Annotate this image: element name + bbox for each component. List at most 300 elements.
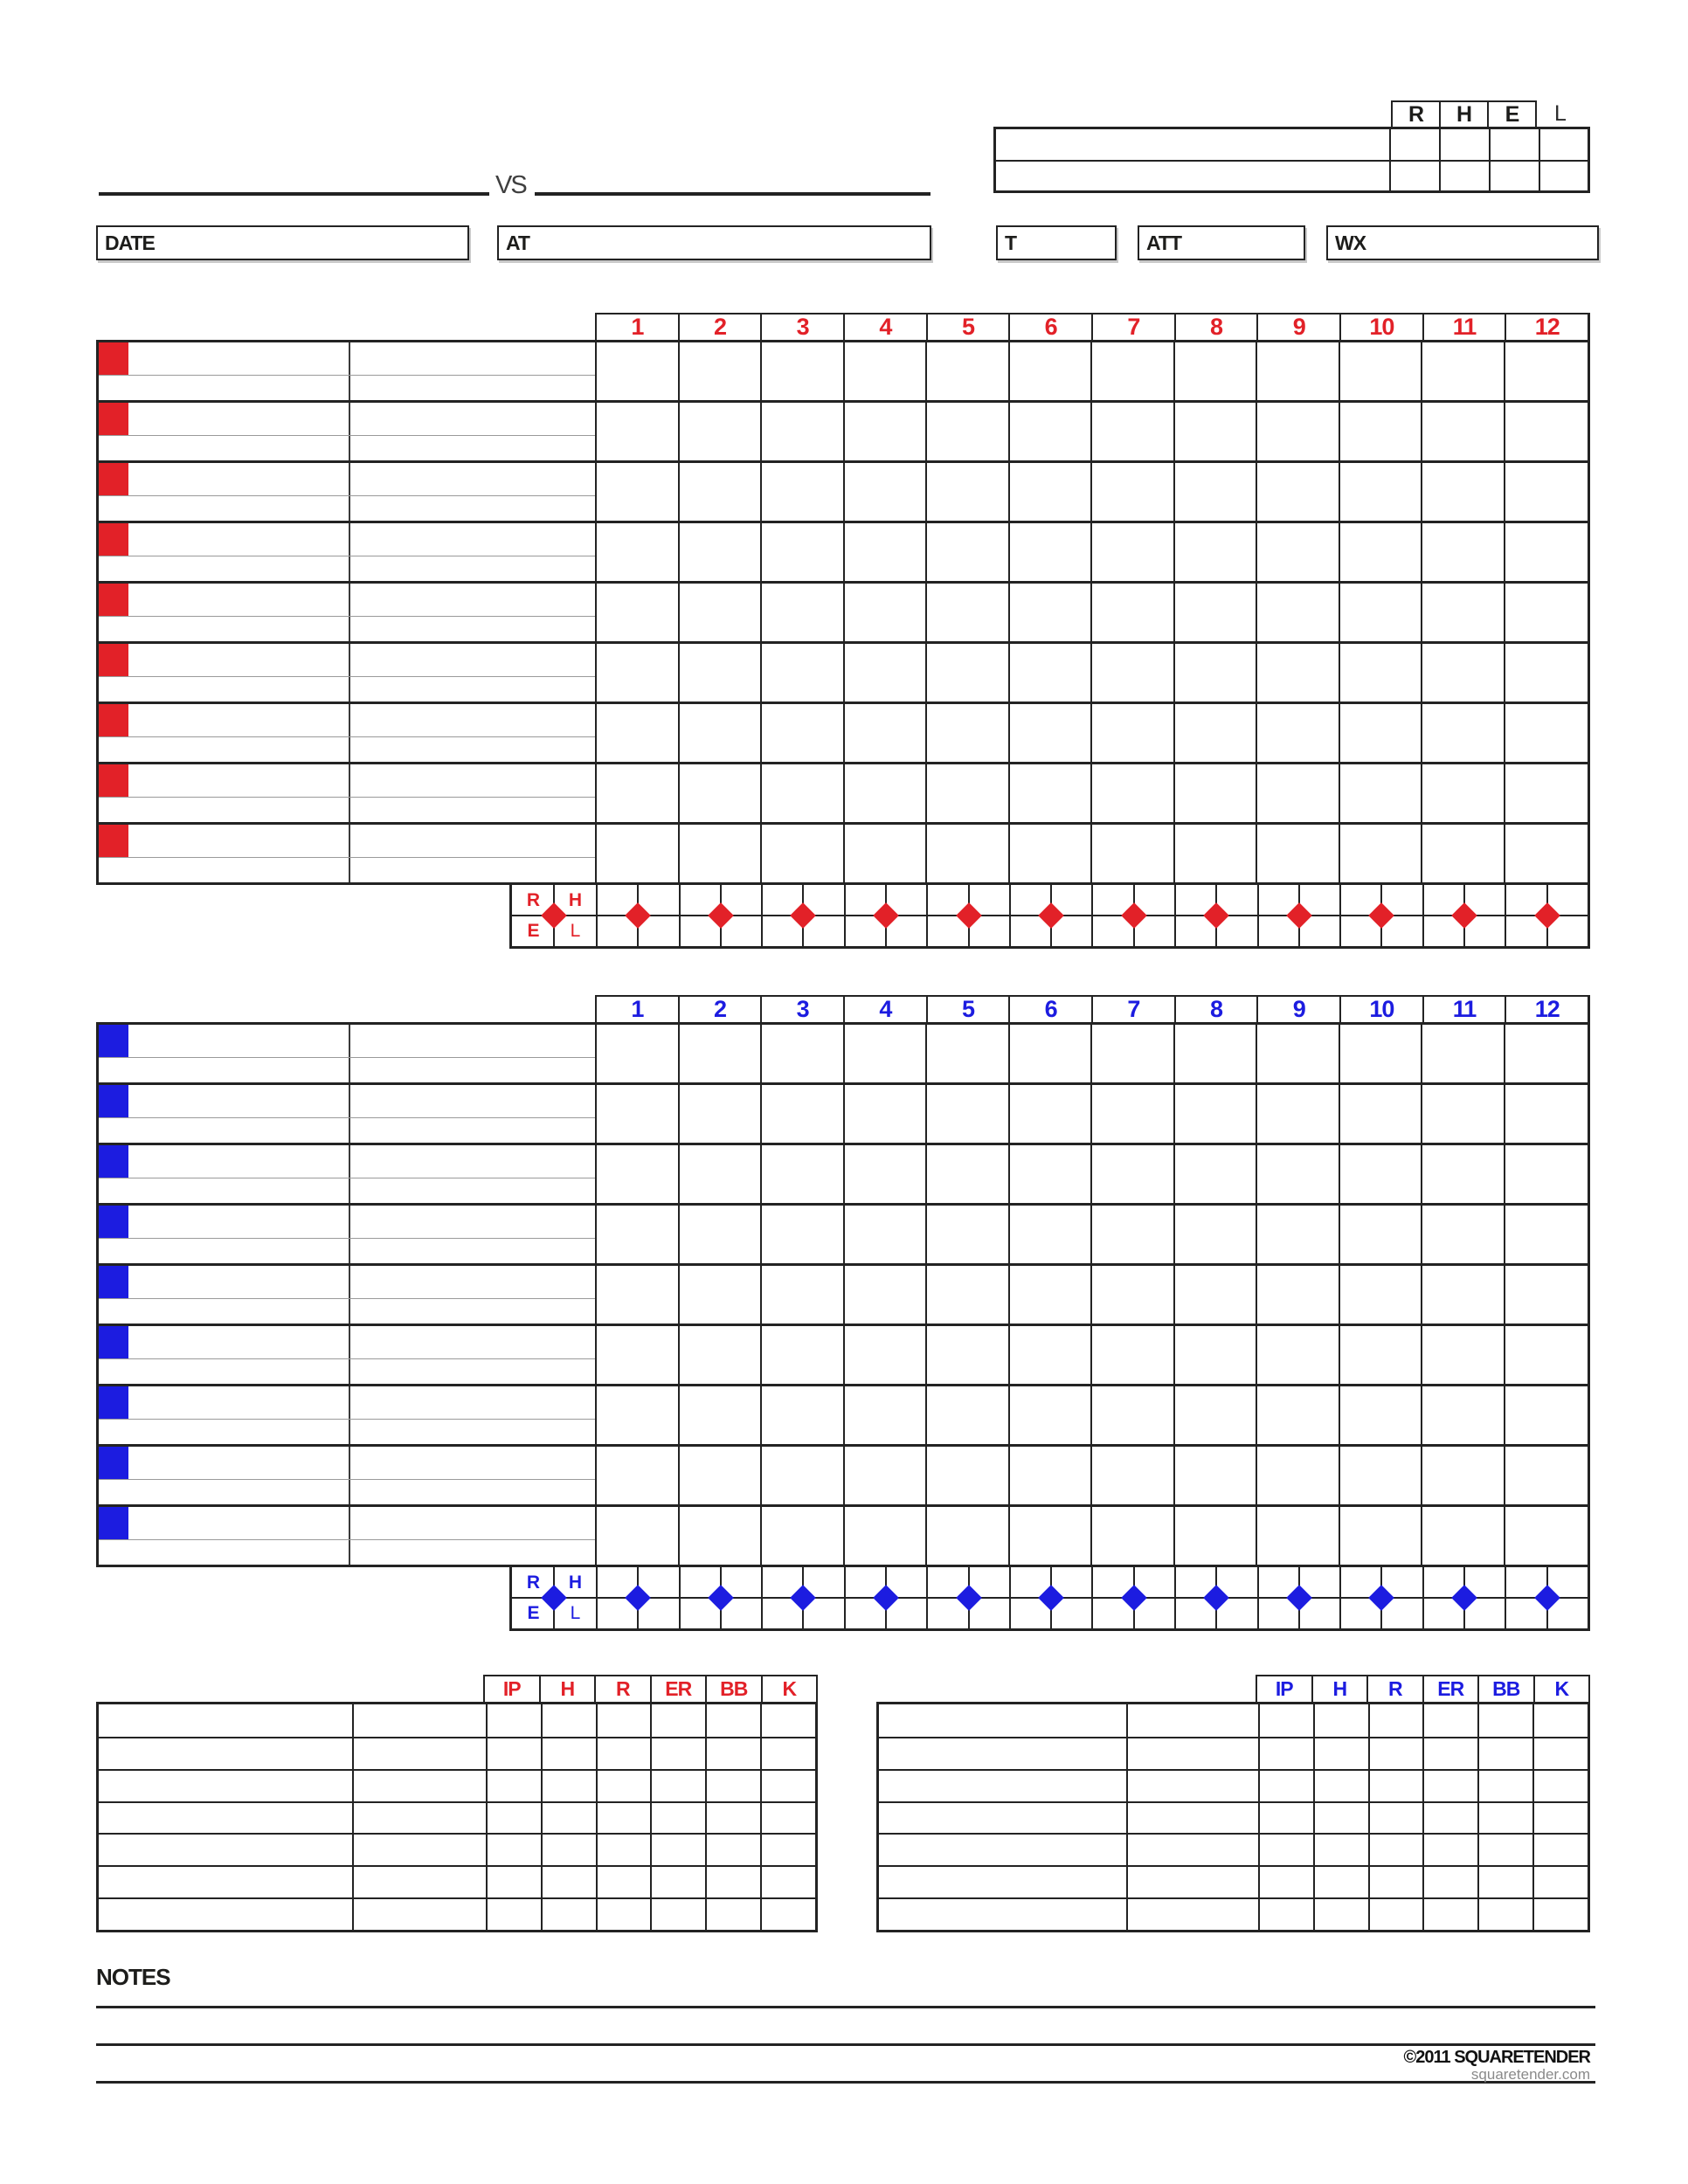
batting-order-marker: [99, 1025, 128, 1057]
pitcher-secondary-cell[interactable]: [1126, 1704, 1258, 1737]
scoring-cell-inning-6[interactable]: [1010, 1447, 1093, 1507]
scoring-cell-inning-2[interactable]: [680, 1206, 763, 1266]
summary-label-e: E: [527, 1602, 539, 1623]
summary-label-h: H: [568, 1572, 582, 1593]
pitcher-ip-cell[interactable]: [1258, 1704, 1313, 1737]
scoring-cell-inning-8[interactable]: [1175, 1025, 1258, 1085]
summary-label-h: H: [568, 889, 582, 910]
player-name-cell[interactable]: [99, 1025, 350, 1057]
batting-order-marker: [99, 1085, 128, 1117]
summary-cell-inning-2[interactable]: [681, 1567, 764, 1628]
scoring-cell-inning-9[interactable]: [1257, 1386, 1340, 1447]
lineup-slot-4: [99, 1206, 595, 1266]
scoring-cell-inning-5[interactable]: [927, 1447, 1010, 1507]
pitcher-r-cell[interactable]: [1368, 1865, 1423, 1897]
scoring-cell-inning-7[interactable]: [1092, 1507, 1175, 1567]
vs-label: VS: [495, 171, 526, 199]
scoring-cell-inning-3[interactable]: [762, 1326, 845, 1386]
pitcher-h-cell[interactable]: [1313, 1704, 1368, 1737]
inning-header-9: 9: [1258, 313, 1341, 340]
scoring-cell-inning-1[interactable]: [597, 1326, 680, 1386]
scoring-cell-inning-8[interactable]: [1175, 1447, 1258, 1507]
pitcher-k-cell[interactable]: [1532, 1737, 1588, 1769]
scoring-cell-inning-3[interactable]: [762, 1266, 845, 1326]
footer-copyright: ©2011 SQUARETENDER: [1403, 2048, 1590, 2067]
substitute-name-cell[interactable]: [99, 1480, 350, 1504]
scoreboard-col-l: L: [1554, 100, 1566, 126]
notes-line[interactable]: [96, 2043, 1595, 2046]
scoring-cell-inning-1[interactable]: [597, 1025, 680, 1085]
scoring-cell-inning-8[interactable]: [1175, 1507, 1258, 1567]
substitute-row: [99, 1178, 595, 1203]
inning-header-7: 7: [1093, 313, 1176, 340]
scoring-cell-inning-10[interactable]: [1340, 1085, 1423, 1145]
scoring-cell-inning-11[interactable]: [1422, 1145, 1505, 1206]
summary-cell-inning-8[interactable]: [1176, 1567, 1259, 1628]
substitute-row: [99, 1359, 595, 1384]
scoring-cell-inning-12[interactable]: [1505, 1266, 1588, 1326]
scoring-cell-inning-9[interactable]: [1257, 1266, 1340, 1326]
scoring-cell-inning-9[interactable]: [1257, 1507, 1340, 1567]
home-scoring-grid: [595, 1022, 1590, 1567]
scoring-cell-inning-6[interactable]: [1010, 1025, 1093, 1085]
pitcher-er-cell[interactable]: [1422, 1865, 1477, 1897]
pitcher-secondary-cell[interactable]: [1126, 1865, 1258, 1897]
scoring-cell-inning-4[interactable]: [845, 1085, 928, 1145]
inning-header-4: 4: [845, 995, 928, 1022]
pitching-col-bb: BB: [705, 1675, 763, 1702]
pitcher-ip-cell[interactable]: [1258, 1833, 1313, 1865]
pitching-col-k: K: [761, 1675, 819, 1702]
pitcher-ip-cell[interactable]: [1258, 1801, 1313, 1834]
scoreboard-col-r: R: [1391, 100, 1441, 127]
baseball-diamond-icon: [625, 1585, 651, 1611]
pitcher-r-cell[interactable]: [1368, 1833, 1423, 1865]
scoring-cell-inning-12[interactable]: [1505, 1025, 1588, 1085]
scoring-cell-inning-12[interactable]: [1505, 1206, 1588, 1266]
player-name-cell[interactable]: [99, 1085, 350, 1117]
scoring-cell-inning-3[interactable]: [762, 1447, 845, 1507]
scoring-cell-inning-10[interactable]: [1340, 1145, 1423, 1206]
batting-order-marker: [99, 1507, 128, 1539]
summary-cell-inning-1[interactable]: [598, 1567, 681, 1628]
scoring-cell-inning-5[interactable]: [927, 1507, 1010, 1567]
scoring-cell-inning-11[interactable]: [1422, 1206, 1505, 1266]
scoring-cell-inning-6[interactable]: [1010, 1386, 1093, 1447]
time-label: T: [1005, 231, 1017, 254]
scoring-cell-inning-3[interactable]: [762, 1206, 845, 1266]
scoring-cell-inning-5[interactable]: [927, 1266, 1010, 1326]
pitcher-k-cell[interactable]: [1532, 1865, 1588, 1897]
scoring-cell-inning-12[interactable]: [1505, 1326, 1588, 1386]
summary-label-r: R: [526, 1572, 540, 1593]
inning-header-8: 8: [1176, 995, 1259, 1022]
pitcher-secondary-cell[interactable]: [1126, 1737, 1258, 1769]
pitching-col-ip: IP: [483, 1675, 541, 1702]
pitching-col-ip: IP: [1256, 1675, 1313, 1702]
baseball-diamond-icon: [1121, 1585, 1147, 1611]
player-position-cell[interactable]: [350, 1145, 595, 1178]
scoring-cell-inning-10[interactable]: [1340, 1266, 1423, 1326]
scoring-cell-inning-10[interactable]: [1340, 1386, 1423, 1447]
pitcher-h-cell[interactable]: [1313, 1737, 1368, 1769]
baseball-diamond-icon: [956, 1585, 982, 1611]
scoreboard-col-h: H: [1439, 100, 1489, 127]
pitcher-er-cell[interactable]: [1422, 1769, 1477, 1801]
scoring-cell-inning-9[interactable]: [1257, 1206, 1340, 1266]
scoring-cell-inning-1[interactable]: [597, 1145, 680, 1206]
player-position-cell[interactable]: [350, 1447, 595, 1479]
summary-cell-inning-4[interactable]: [846, 1567, 929, 1628]
batting-order-marker: [99, 1386, 128, 1419]
pitcher-r-cell[interactable]: [1368, 1897, 1423, 1930]
pitcher-r-cell[interactable]: [1368, 1737, 1423, 1769]
substitute-position-cell[interactable]: [350, 1299, 595, 1324]
scoring-cell-inning-1[interactable]: [597, 1206, 680, 1266]
scoring-cell-inning-7[interactable]: [1092, 1266, 1175, 1326]
scoring-cell-inning-11[interactable]: [1422, 1025, 1505, 1085]
player-row: [99, 1266, 595, 1299]
baseball-diamond-icon: [1203, 1585, 1229, 1611]
baseball-diamond-icon: [1451, 1585, 1477, 1611]
summary-cell-inning-7[interactable]: [1093, 1567, 1176, 1628]
scoring-cell-inning-3[interactable]: [762, 1025, 845, 1085]
scoring-cell-inning-3[interactable]: [762, 1386, 845, 1447]
pitcher-er-cell[interactable]: [1422, 1704, 1477, 1737]
inning-header-11: 11: [1424, 995, 1507, 1022]
inning-header-8: 8: [1176, 313, 1259, 340]
player-row: [99, 1145, 595, 1178]
lineup-slot-5: [99, 1266, 595, 1326]
scoring-cell-inning-7[interactable]: [1092, 1085, 1175, 1145]
inning-header-1: 1: [597, 995, 680, 1022]
scoring-cell-inning-12[interactable]: [1505, 1507, 1588, 1567]
inning-header-5: 5: [928, 313, 1011, 340]
scoring-cell-inning-11[interactable]: [1422, 1507, 1505, 1567]
scoring-cell-inning-6[interactable]: [1010, 1085, 1093, 1145]
lineup-slot-2: [99, 1085, 595, 1145]
pitcher-name-cell[interactable]: [879, 1865, 1126, 1897]
scoring-cell-inning-11[interactable]: [1422, 1447, 1505, 1507]
player-name-cell[interactable]: [99, 1447, 350, 1479]
pitcher-secondary-cell[interactable]: [1126, 1833, 1258, 1865]
scoring-cell-inning-2[interactable]: [680, 1085, 763, 1145]
player-position-cell[interactable]: [350, 1085, 595, 1117]
scoring-cell-inning-7[interactable]: [1092, 1447, 1175, 1507]
scoring-cell-inning-1[interactable]: [597, 1266, 680, 1326]
substitute-name-cell[interactable]: [99, 1058, 350, 1082]
pitcher-h-cell[interactable]: [1313, 1769, 1368, 1801]
inning-header-11: 11: [1424, 313, 1507, 340]
inning-header-10: 10: [1341, 995, 1424, 1022]
lineup-slot-9: [99, 1507, 595, 1567]
scoring-cell-inning-4[interactable]: [845, 1025, 928, 1085]
pitcher-k-cell[interactable]: [1532, 1897, 1588, 1930]
scoring-cell-inning-6[interactable]: [1010, 1326, 1093, 1386]
substitute-row: [99, 1299, 595, 1324]
notes-line[interactable]: [96, 2006, 1595, 2008]
pitcher-ip-cell[interactable]: [1258, 1897, 1313, 1930]
scoring-cell-inning-4[interactable]: [845, 1145, 928, 1206]
substitute-position-cell[interactable]: [350, 1239, 595, 1263]
scoring-cell-inning-2[interactable]: [680, 1145, 763, 1206]
scoring-cell-inning-2[interactable]: [680, 1386, 763, 1447]
batting-order-marker: [99, 1145, 128, 1178]
pitcher-ip-cell[interactable]: [1258, 1737, 1313, 1769]
scoring-cell-inning-11[interactable]: [1422, 1386, 1505, 1447]
scoring-cell-inning-7[interactable]: [1092, 1326, 1175, 1386]
lineup-slot-3: [99, 1145, 595, 1206]
scoring-cell-inning-3[interactable]: [762, 1507, 845, 1567]
pitching-col-k: K: [1533, 1675, 1591, 1702]
substitute-name-cell[interactable]: [99, 1118, 350, 1143]
scoring-cell-inning-9[interactable]: [1257, 1085, 1340, 1145]
player-position-cell[interactable]: [350, 1507, 595, 1539]
pitcher-name-cell[interactable]: [879, 1769, 1126, 1801]
substitute-row: [99, 1058, 595, 1082]
pitcher-bb-cell[interactable]: [1477, 1833, 1532, 1865]
inning-header-2: 2: [680, 313, 763, 340]
summary-cell-inning-9[interactable]: [1259, 1567, 1342, 1628]
summary-cell-inning-10[interactable]: [1341, 1567, 1424, 1628]
player-name-cell[interactable]: [99, 1145, 350, 1178]
scoring-cell-inning-4[interactable]: [845, 1386, 928, 1447]
scoring-cell-inning-12[interactable]: [1505, 1386, 1588, 1447]
scoring-cell-inning-8[interactable]: [1175, 1206, 1258, 1266]
pitcher-h-cell[interactable]: [1313, 1865, 1368, 1897]
pitcher-r-cell[interactable]: [1368, 1801, 1423, 1834]
scoring-cell-inning-1[interactable]: [597, 1447, 680, 1507]
pitcher-er-cell[interactable]: [1422, 1897, 1477, 1930]
scoring-cell-inning-8[interactable]: [1175, 1386, 1258, 1447]
scoring-cell-inning-4[interactable]: [845, 1447, 928, 1507]
substitute-row: [99, 1540, 595, 1565]
pitcher-r-cell[interactable]: [1368, 1769, 1423, 1801]
scoring-cell-inning-9[interactable]: [1257, 1447, 1340, 1507]
scoring-cell-inning-1[interactable]: [597, 1386, 680, 1447]
player-name-cell[interactable]: [99, 1507, 350, 1539]
pitcher-name-cell[interactable]: [879, 1801, 1126, 1834]
player-name-cell[interactable]: [99, 1386, 350, 1419]
scoring-cell-inning-2[interactable]: [680, 1447, 763, 1507]
scoring-cell-inning-12[interactable]: [1505, 1447, 1588, 1507]
pitcher-h-cell[interactable]: [1313, 1897, 1368, 1930]
scoring-cell-inning-5[interactable]: [927, 1206, 1010, 1266]
substitute-position-cell[interactable]: [350, 1178, 595, 1203]
pitcher-k-cell[interactable]: [1532, 1833, 1588, 1865]
scoring-cell-inning-4[interactable]: [845, 1206, 928, 1266]
summary-cell-inning-11[interactable]: [1424, 1567, 1507, 1628]
scoring-cell-inning-4[interactable]: [845, 1507, 928, 1567]
scoring-cell-inning-2[interactable]: [680, 1326, 763, 1386]
weather-label: WX: [1335, 231, 1366, 254]
scoring-cell-inning-2[interactable]: [680, 1025, 763, 1085]
player-row: [99, 1206, 595, 1239]
pitching-col-er: ER: [650, 1675, 708, 1702]
substitute-row: [99, 1118, 595, 1143]
substitute-name-cell[interactable]: [99, 1359, 350, 1384]
summary-label-l: L: [570, 920, 580, 941]
pitcher-name-cell[interactable]: [879, 1737, 1126, 1769]
pitching-col-r: R: [594, 1675, 652, 1702]
substitute-position-cell[interactable]: [350, 1058, 595, 1082]
scoring-cell-inning-10[interactable]: [1340, 1025, 1423, 1085]
player-name-cell[interactable]: [99, 1326, 350, 1358]
scoring-cell-inning-2[interactable]: [680, 1507, 763, 1567]
summary-cell-inning-3[interactable]: [763, 1567, 846, 1628]
scoring-cell-inning-12[interactable]: [1505, 1085, 1588, 1145]
player-position-cell[interactable]: [350, 1025, 595, 1057]
inning-header-10: 10: [1341, 313, 1424, 340]
pitcher-bb-cell[interactable]: [1477, 1801, 1532, 1834]
baseball-diamond-icon: [791, 1585, 817, 1611]
scoring-cell-inning-4[interactable]: [845, 1326, 928, 1386]
pitcher-name-cell[interactable]: [879, 1704, 1126, 1737]
player-name-cell[interactable]: [99, 1206, 350, 1238]
substitute-row: [99, 1239, 595, 1263]
scoring-cell-inning-1[interactable]: [597, 1085, 680, 1145]
scoring-cell-inning-11[interactable]: [1422, 1085, 1505, 1145]
inning-header-3: 3: [762, 313, 845, 340]
player-row: [99, 1386, 595, 1420]
scoring-cell-inning-10[interactable]: [1340, 1507, 1423, 1567]
pitcher-name-cell[interactable]: [879, 1833, 1126, 1865]
pitcher-name-cell[interactable]: [879, 1897, 1126, 1930]
substitute-row: [99, 1480, 595, 1504]
player-position-cell[interactable]: [350, 1386, 595, 1419]
scoring-cell-inning-8[interactable]: [1175, 1266, 1258, 1326]
player-row: [99, 1085, 595, 1118]
scoring-cell-inning-10[interactable]: [1340, 1206, 1423, 1266]
substitute-position-cell[interactable]: [350, 1480, 595, 1504]
substitute-name-cell[interactable]: [99, 1420, 350, 1444]
scoring-cell-inning-7[interactable]: [1092, 1145, 1175, 1206]
scoring-cell-inning-10[interactable]: [1340, 1326, 1423, 1386]
substitute-row: [99, 1420, 595, 1444]
scoring-cell-inning-6[interactable]: [1010, 1266, 1093, 1326]
scoring-cell-inning-5[interactable]: [927, 1386, 1010, 1447]
scoring-cell-inning-3[interactable]: [762, 1085, 845, 1145]
scoring-cell-inning-11[interactable]: [1422, 1326, 1505, 1386]
scoring-cell-inning-4[interactable]: [845, 1266, 928, 1326]
pitcher-h-cell[interactable]: [1313, 1833, 1368, 1865]
substitute-name-cell[interactable]: [99, 1540, 350, 1565]
scoreboard-col-e: E: [1487, 100, 1537, 127]
pitcher-r-cell[interactable]: [1368, 1704, 1423, 1737]
batting-order-marker: [99, 1266, 128, 1298]
scoring-cell-inning-6[interactable]: [1010, 1145, 1093, 1206]
summary-cell-inning-5[interactable]: [928, 1567, 1011, 1628]
pitcher-k-cell[interactable]: [1532, 1704, 1588, 1737]
substitute-name-cell[interactable]: [99, 1178, 350, 1203]
attendance-label: ATT: [1146, 231, 1182, 254]
home-rhel-summary-row: [509, 1567, 1590, 1631]
player-position-cell[interactable]: [350, 1206, 595, 1238]
scoring-cell-inning-11[interactable]: [1422, 1266, 1505, 1326]
pitcher-bb-cell[interactable]: [1477, 1704, 1532, 1737]
baseball-diamond-icon: [1038, 1585, 1064, 1611]
pitching-col-er: ER: [1422, 1675, 1480, 1702]
pitcher-er-cell[interactable]: [1422, 1801, 1477, 1834]
scoring-cell-inning-5[interactable]: [927, 1025, 1010, 1085]
scoring-cell-inning-8[interactable]: [1175, 1326, 1258, 1386]
home-pitching-header: [1256, 1675, 1590, 1702]
scoring-cell-inning-9[interactable]: [1257, 1145, 1340, 1206]
baseball-diamond-icon: [1534, 1585, 1560, 1611]
pitcher-ip-cell[interactable]: [1258, 1865, 1313, 1897]
scoring-cell-inning-7[interactable]: [1092, 1206, 1175, 1266]
summary-label-l: L: [570, 1602, 580, 1623]
substitute-position-cell[interactable]: [350, 1420, 595, 1444]
pitcher-ip-cell[interactable]: [1258, 1769, 1313, 1801]
inning-header-3: 3: [762, 995, 845, 1022]
summary-cell-inning-12[interactable]: [1506, 1567, 1588, 1628]
pitcher-er-cell[interactable]: [1422, 1737, 1477, 1769]
pitcher-bb-cell[interactable]: [1477, 1897, 1532, 1930]
player-row: [99, 1507, 595, 1540]
player-row: [99, 1326, 595, 1359]
summary-label-e: E: [527, 920, 539, 941]
scoring-cell-inning-8[interactable]: [1175, 1085, 1258, 1145]
player-name-cell[interactable]: [99, 1266, 350, 1298]
summary-rhel-cell: [512, 1567, 598, 1628]
inning-header-7: 7: [1093, 995, 1176, 1022]
substitute-position-cell[interactable]: [350, 1359, 595, 1384]
scoring-cell-inning-9[interactable]: [1257, 1326, 1340, 1386]
summary-cell-inning-6[interactable]: [1011, 1567, 1094, 1628]
pitcher-h-cell[interactable]: [1313, 1801, 1368, 1834]
pitcher-secondary-cell[interactable]: [1126, 1769, 1258, 1801]
scoring-cell-inning-12[interactable]: [1505, 1145, 1588, 1206]
pitcher-secondary-cell[interactable]: [1126, 1897, 1258, 1930]
player-position-cell[interactable]: [350, 1266, 595, 1298]
scoring-cell-inning-6[interactable]: [1010, 1507, 1093, 1567]
footer-website: squaretender.com: [1470, 2066, 1590, 2083]
scoring-cell-inning-9[interactable]: [1257, 1025, 1340, 1085]
scoring-cell-inning-1[interactable]: [597, 1507, 680, 1567]
pitcher-bb-cell[interactable]: [1477, 1865, 1532, 1897]
scoring-cell-inning-5[interactable]: [927, 1145, 1010, 1206]
scoring-cell-inning-6[interactable]: [1010, 1206, 1093, 1266]
substitute-name-cell[interactable]: [99, 1299, 350, 1324]
pitcher-bb-cell[interactable]: [1477, 1769, 1532, 1801]
scoring-cell-inning-8[interactable]: [1175, 1145, 1258, 1206]
player-position-cell[interactable]: [350, 1326, 595, 1358]
pitcher-bb-cell[interactable]: [1477, 1737, 1532, 1769]
scoring-cell-inning-7[interactable]: [1092, 1025, 1175, 1085]
pitching-col-r: R: [1366, 1675, 1424, 1702]
pitcher-er-cell[interactable]: [1422, 1833, 1477, 1865]
pitcher-k-cell[interactable]: [1532, 1769, 1588, 1801]
notes-label: NOTES: [96, 1964, 170, 1990]
summary-label-r: R: [526, 889, 540, 910]
scoring-cell-inning-3[interactable]: [762, 1145, 845, 1206]
pitching-col-h: H: [1311, 1675, 1369, 1702]
home-pitching-table: [876, 1702, 1590, 1932]
scoring-cell-inning-2[interactable]: [680, 1266, 763, 1326]
inning-header-5: 5: [928, 995, 1011, 1022]
pitcher-secondary-cell[interactable]: [1126, 1801, 1258, 1834]
scoring-cell-inning-5[interactable]: [927, 1326, 1010, 1386]
substitute-name-cell[interactable]: [99, 1239, 350, 1263]
substitute-position-cell[interactable]: [350, 1540, 595, 1565]
pitching-col-h: H: [539, 1675, 597, 1702]
substitute-position-cell[interactable]: [350, 1118, 595, 1143]
scoring-cell-inning-7[interactable]: [1092, 1386, 1175, 1447]
pitcher-k-cell[interactable]: [1532, 1801, 1588, 1834]
scoring-cell-inning-10[interactable]: [1340, 1447, 1423, 1507]
scoring-cell-inning-5[interactable]: [927, 1085, 1010, 1145]
